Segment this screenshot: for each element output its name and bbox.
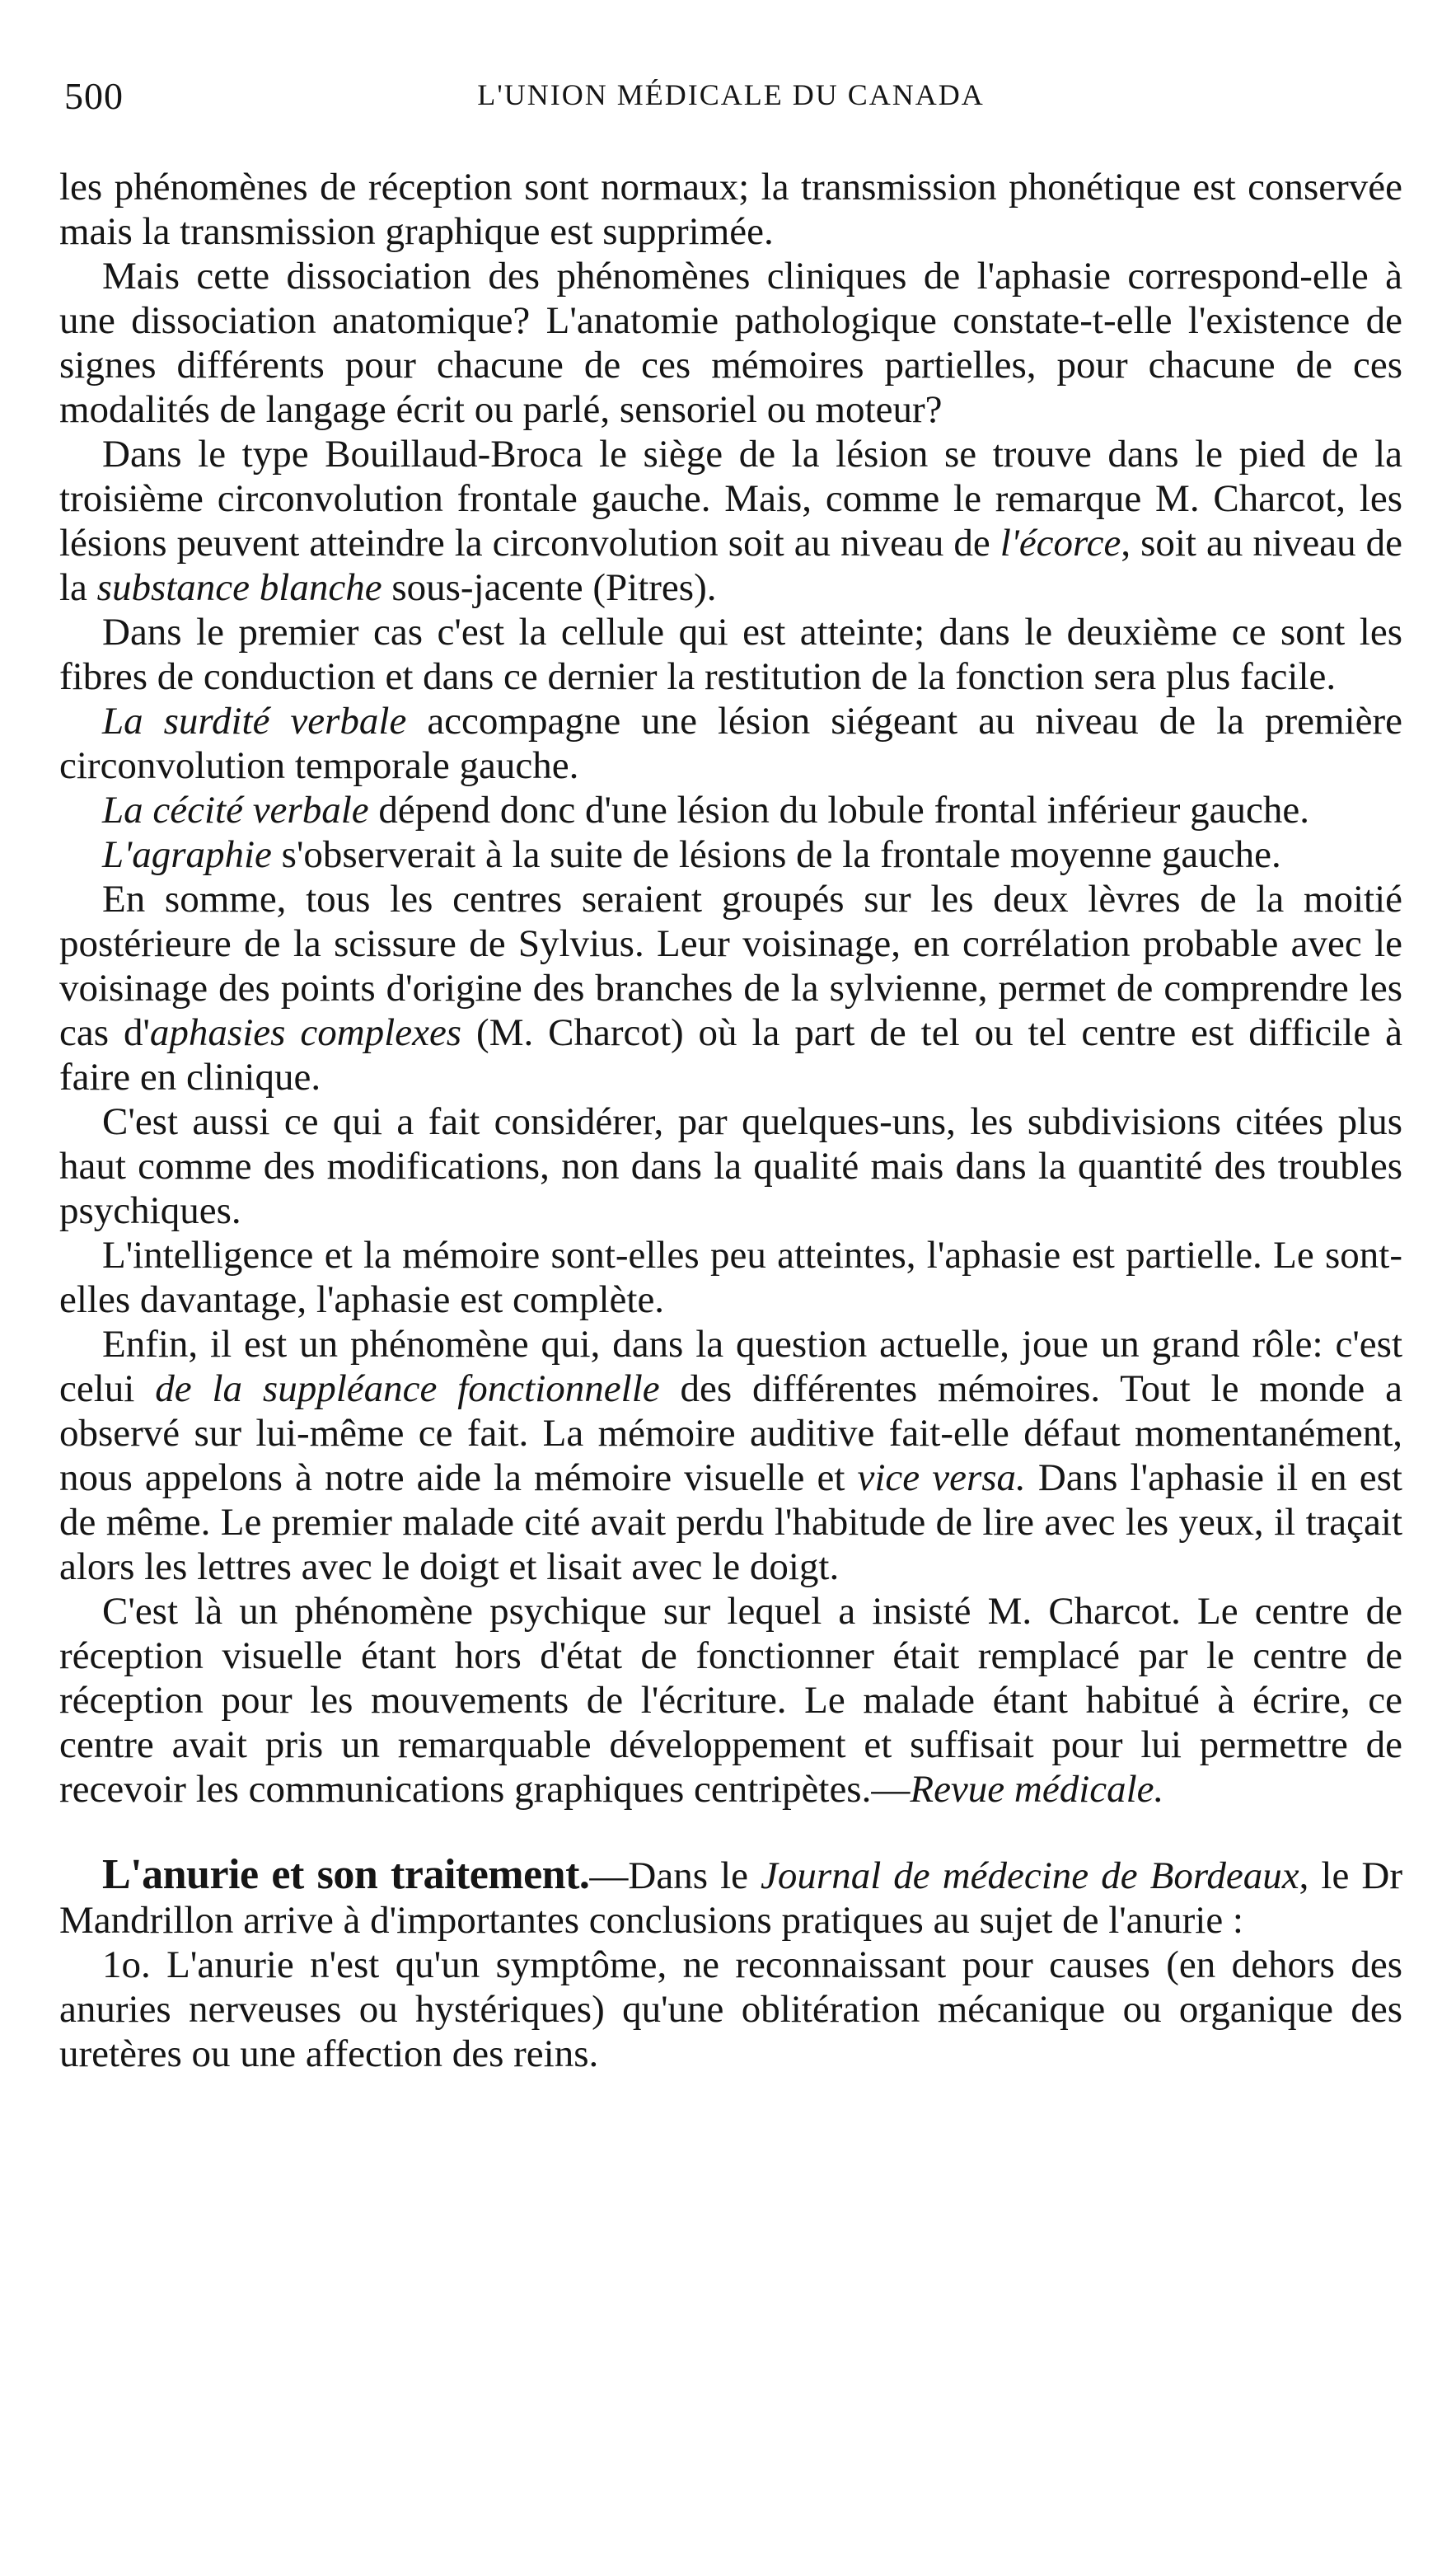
paragraph-subdivisions — [59, 1099, 1402, 1233]
paragraph-bouillaud-broca — [59, 432, 1402, 610]
text-run: dépend donc d'une lésion du lobule frontal inférieur gauche. — [368, 789, 1309, 832]
section-title: L'anurie et son traitement. — [102, 1851, 590, 1898]
paragraph-cecite-verbale — [59, 788, 1402, 832]
running-title: L'UNION MÉDICALE DU CANADA — [477, 78, 985, 111]
italic-term: substance blanche — [96, 566, 382, 609]
paragraph-charcot — [59, 1589, 1402, 1812]
paragraph-agraphie — [59, 832, 1402, 877]
paragraph-suppleance — [59, 1322, 1402, 1589]
paragraph-anurie-intro — [59, 1853, 1402, 1943]
italic-term: de la suppléance fonctionnelle — [155, 1367, 660, 1410]
text-run: Dans le type Bouillaud-Broca le siège de la lésion se trouve dans le pied de la troisième circonvolution frontale gauche. Mais, comme le remarque M. Charcot, les lésions peuvent atteindre la circonvolution soit au niveau de — [59, 433, 1402, 565]
page-number: 500 — [64, 75, 124, 117]
text-run: , le Dr Mandrillon arrive à d'importantes conclusions pratiques au sujet de l'anurie : — [59, 1854, 1402, 1942]
italic-term: l'écorce — [1000, 522, 1121, 565]
text-run: C'est là un phénomène psychique sur lequel a insisté M. Charcot. Le centre de réception visuelle étant hors d'état de fonctionner était remplacé par le centre de réception pour les mouvements de l'écriture. Le malade étant habitué à écrire, ce centre avait pris un remarquable développement et suffisait pour lui permettre de recevoir les communications graphiques centripètes.— — [59, 1590, 1402, 1811]
paragraph-intelligence — [59, 1233, 1402, 1322]
text-run: s'observerait à la suite de lésions de la frontale moyenne gauche. — [271, 833, 1281, 876]
italic-term: vice versa. — [857, 1456, 1026, 1499]
text-run: (M. Charcot) où la part de tel ou tel centre est difficile à faire en clinique. — [59, 1011, 1403, 1099]
text-run: les phénomènes de réception sont normaux; la transmission phonétique est conservée mais la transmission graphique est supprimée. — [59, 166, 1402, 253]
italic-term: L'agraphie — [102, 833, 272, 876]
paragraph-en-somme — [59, 877, 1402, 1099]
text-run: Enfin, il est un phénomène qui, dans la question actuelle, joue un grand rôle: c'est celui — [59, 1323, 1402, 1410]
italic-term: La cécité verbale — [102, 789, 369, 832]
text-run: En somme, tous les centres seraient groupés sur les deux lèvres de la moitié postérieure de la scissure de Sylvius. Leur voisinage, en corrélation probable avec le voisinage des points d'origine des branches de la sylvienne, permet de comprendre les cas d' — [59, 878, 1402, 1054]
section-divider-space — [59, 1812, 1402, 1853]
text-run: des différentes mémoires. Tout le monde a observé sur lui-même ce fait. La mémoire auditive fait-elle défaut momentanément, nous appelons à notre aide la mémoire visuelle et — [59, 1367, 1402, 1499]
text-run: sous-jacente (Pitres). — [382, 566, 717, 609]
paragraph-anurie-point-1 — [59, 1943, 1402, 2076]
text-run: C'est aussi ce qui a fait considérer, par quelques-uns, les subdivisions citées plus haut comme des modifications, non dans la qualité mais dans la quantité des troubles psychiques. — [59, 1100, 1402, 1232]
italic-term: aphasies complexes — [149, 1011, 462, 1054]
text-run: accompagne une lésion siégeant au niveau de la première circonvolution temporale gauche. — [59, 700, 1403, 787]
paragraph-continuation — [59, 165, 1402, 254]
text-run: , soit au niveau de la — [59, 522, 1402, 609]
page-header — [59, 74, 1402, 132]
paragraph-premier-cas — [59, 610, 1402, 699]
text-run: Dans le premier cas c'est la cellule qui est atteinte; dans le deuxième ce sont les fibres de conduction et dans ce dernier la restitution de la fonction sera plus facile. — [59, 611, 1402, 698]
text-run: Mais cette dissociation des phénomènes cliniques de l'aphasie correspond-elle à une dissociation anatomique? L'anatomie pathologique constate-t-elle l'existence de signes différents pour chacune de ces mémoires partielles, pour chacune de ces modalités de langage écrit ou parlé, sensoriel ou moteur? — [59, 255, 1402, 431]
source-citation: Revue médicale. — [910, 1768, 1164, 1811]
text-run: —Dans le — [589, 1854, 761, 1897]
text-run: L'intelligence et la mémoire sont-elles peu atteintes, l'aphasie est partielle. Le sont-elles davantage, l'aphasie est complète. — [59, 1234, 1402, 1321]
text-run: 1o. L'anurie n'est qu'un symptôme, ne reconnaissant pour causes (en dehors des anuries nerveuses ou hystériques) qu'une oblitération mécanique ou organique des uretères ou une affection des reins. — [59, 1943, 1402, 2075]
paragraph-surdite-verbale — [59, 699, 1402, 788]
italic-term: La surdité verbale — [102, 700, 407, 743]
journal-page — [59, 74, 1402, 2076]
journal-title: Journal de médecine de Bordeaux — [761, 1854, 1299, 1897]
text-run: Dans l'aphasie il en est de même. Le premier malade cité avait perdu l'habitude de lire avec les yeux, il traçait alors les lettres avec le doigt et lisait avec le doigt. — [59, 1456, 1402, 1588]
paragraph-dissociation — [59, 254, 1402, 432]
article-body — [59, 165, 1402, 2076]
